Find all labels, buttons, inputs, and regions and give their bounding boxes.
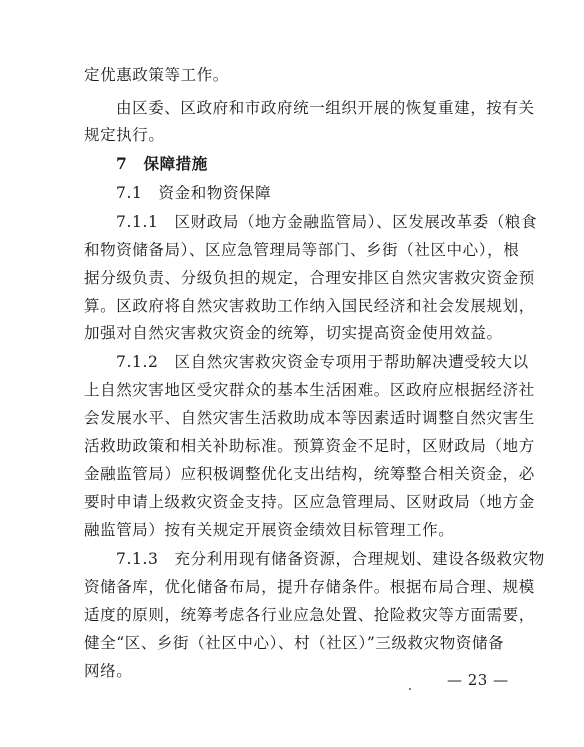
text-line-1: 定优惠政策等工作。 — [84, 66, 229, 84]
text-line-2: 由区委、区政府和市政府统一组织开展的恢复重建，按有关 — [116, 99, 535, 117]
text-line-19: 资储备库，优化储备布局，提升存储条件。根据布局合理、规模 — [84, 578, 535, 596]
text-line-9: 算。区政府将自然灾害救助工作纳入国民经济和社会发展规划， — [84, 297, 535, 315]
text-line-8: 据分级负责、分级负担的规定，合理安排区自然灾害救灾资金预 — [84, 269, 535, 287]
text-line-3: 规定执行。 — [84, 126, 165, 144]
text-line-22: 网络。 — [84, 662, 133, 680]
page-number: — 23 — — [447, 671, 509, 689]
text-line-21: 健全“区、乡街（社区中心）、村（社区）”三级救灾物资储备 — [84, 634, 505, 652]
text-line-15: 金融监管局）应积极调整优化支出结构，统筹整合相关资金，必 — [84, 465, 535, 483]
text-line-6: 7.1.1 区财政局（地方金融监管局）、区发展改革委（粮食 — [116, 213, 538, 231]
text-line-11: 7.1.2 区自然灾害救灾资金专项用于帮助解决遭受较大以 — [116, 353, 529, 371]
text-line-16: 要时申请上级救灾资金支持。区应急管理局、区财政局（地方金 — [84, 493, 535, 511]
text-line-20: 适度的原则，统筹考虑各行业应急处置、抢险救灾等方面需要， — [84, 606, 535, 624]
scan-speck — [409, 688, 411, 690]
section-heading-7: 7 保障措施 — [116, 154, 208, 173]
text-line-12: 上自然灾害地区受灾群众的基本生活困难。区政府应根据经济社 — [84, 381, 535, 399]
text-line-18: 7.1.3 充分利用现有储备资源，合理规划、建设各级救灾物 — [116, 550, 545, 568]
text-line-14: 活救助政策和相关补助标准。预算资金不足时，区财政局（地方 — [84, 437, 535, 455]
text-line-7: 和物资储备局）、区应急管理局等部门、乡街（社区中心），根 — [84, 241, 520, 259]
text-line-10: 加强对自然灾害救灾资金的统筹，切实提高资金使用效益。 — [84, 324, 503, 342]
text-line-13: 会发展水平、自然灾害生活救助成本等因素适时调整自然灾害生 — [84, 409, 535, 427]
text-line-17: 融监管局）按有关规定开展资金绩效目标管理工作。 — [84, 521, 455, 539]
subsection-heading-7-1: 7.1 资金和物资保障 — [116, 184, 272, 202]
